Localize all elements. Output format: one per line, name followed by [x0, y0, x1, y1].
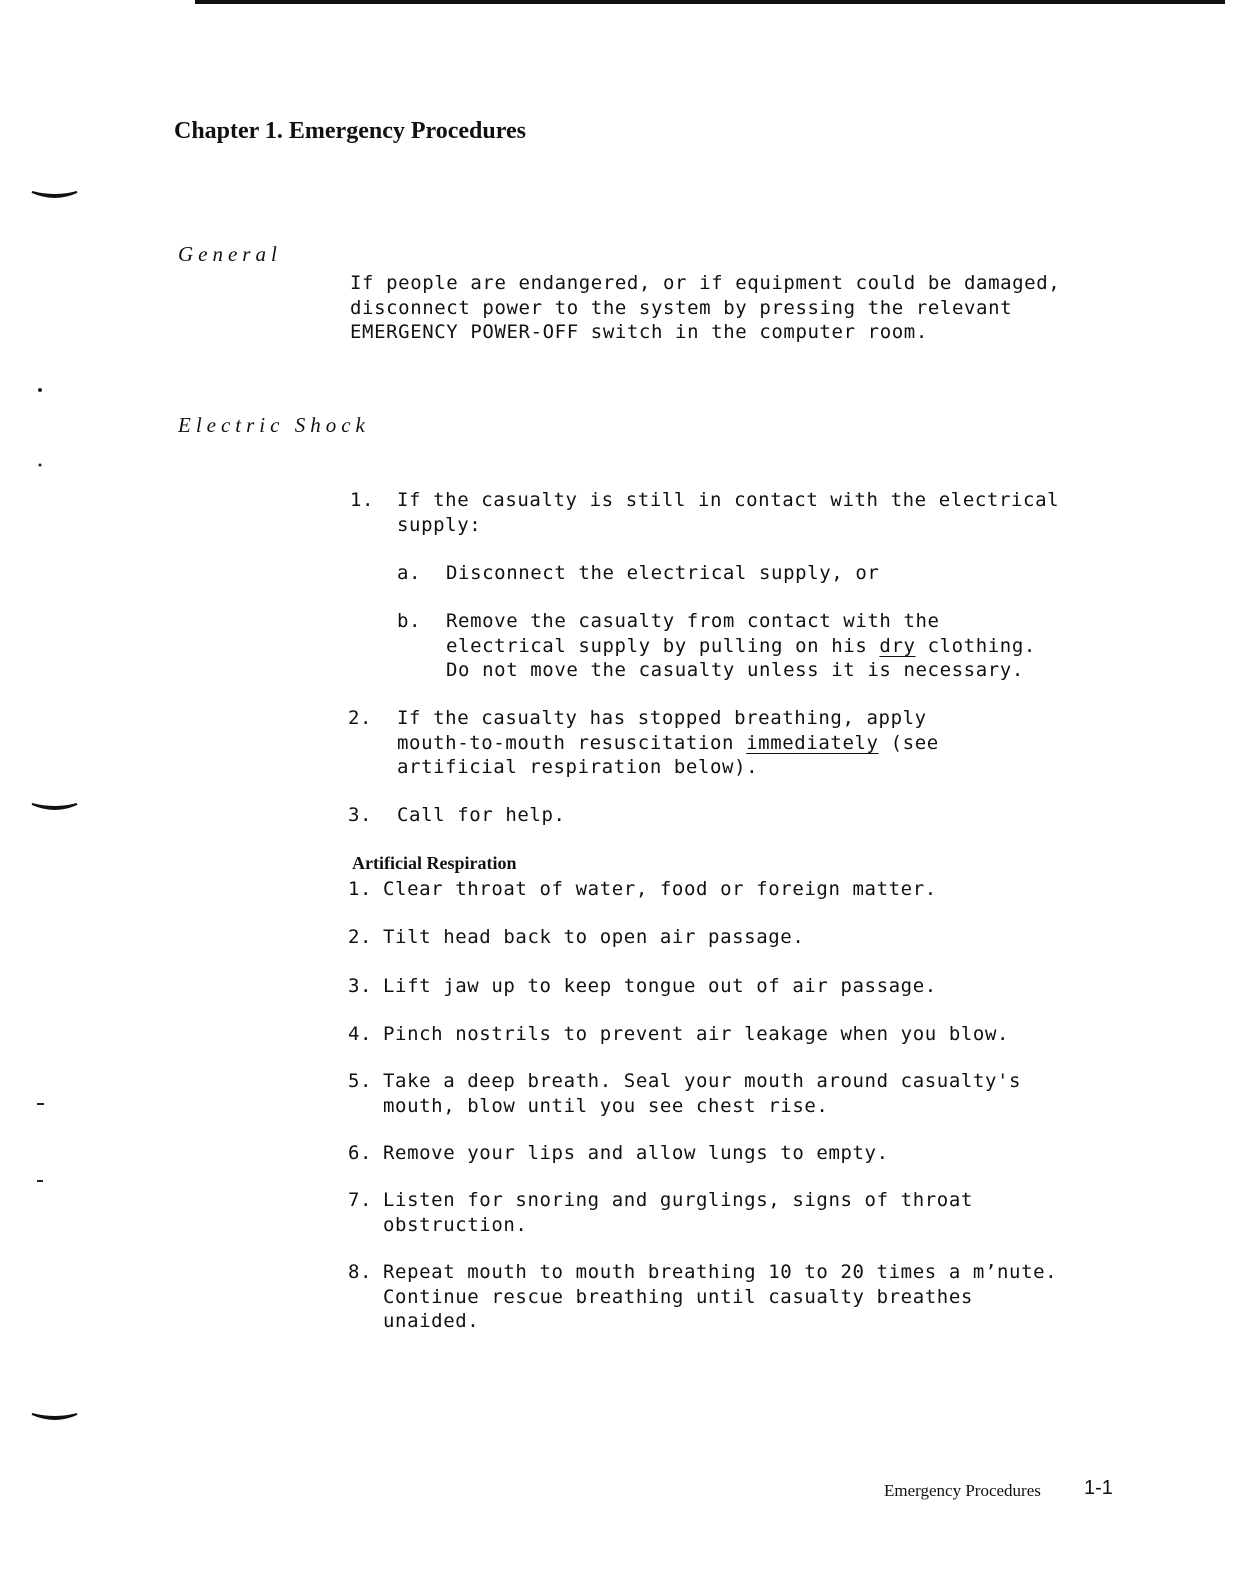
shock-item-1-number: 1. — [350, 489, 375, 511]
shock-item-1-line-2: supply: — [397, 513, 482, 536]
shock-item-2-line-2 — [397, 731, 939, 756]
shock-item-1b-line-2-pre: electrical supply by pulling on his — [446, 634, 880, 657]
shock-item-1b-line-3: Do not move the casualty unless it is necessary. — [446, 659, 1024, 681]
top-rule — [195, 0, 1225, 4]
resp-step-5-number: 5. — [348, 1070, 373, 1092]
resp-step-1-number: 1. — [348, 878, 373, 900]
resp-step-3-number: 3. — [348, 975, 373, 997]
resp-step-5-line-1: Take a deep breath. Seal your mouth around casualty's — [383, 1070, 1022, 1092]
section-heading-general: General — [178, 242, 282, 266]
resp-step-4-text — [383, 1022, 1009, 1047]
resp-step-2-line-1: Tilt head back to open air passage. — [383, 926, 805, 948]
page-number: 1-1 — [1084, 1477, 1113, 1499]
general-line-3: EMERGENCY POWER-OFF switch in the computer room. — [350, 321, 928, 343]
shock-item-1b-line-2 — [446, 634, 1036, 659]
resp-step-7-text — [383, 1188, 973, 1237]
shock-item-1b-number: b. — [397, 610, 422, 632]
resp-step-8-line-1: Repeat mouth to mouth breathing 10 to 20 times a m’nute. — [383, 1261, 1058, 1283]
chapter-title: Chapter 1. Emergency Procedures — [174, 118, 526, 144]
resp-step-3-line-1: Lift jaw up to keep tongue out of air passage. — [383, 975, 937, 997]
resp-step-6-text — [383, 1141, 889, 1166]
shock-item-1-text — [397, 488, 1059, 537]
artificial-respiration-heading: Artificial Respiration — [352, 853, 517, 873]
shock-item-1-line-1: If the casualty is still in contact with the electrical — [397, 489, 1060, 511]
scan-speck-icon — [36, 461, 44, 469]
resp-step-4-number: 4. — [348, 1023, 373, 1045]
resp-step-2-number: 2. — [348, 926, 373, 948]
resp-step-7-line-1: Listen for snoring and gurglings, signs of throat — [383, 1189, 973, 1211]
emphasis-dry: dry — [879, 634, 916, 657]
binder-mark-icon — [30, 1410, 80, 1426]
resp-step-8-text — [383, 1260, 1057, 1334]
shock-item-2-line-1: If the casualty has stopped breathing, apply — [397, 707, 927, 729]
general-paragraph — [350, 271, 1060, 345]
shock-item-2-line-2-post: (see — [878, 731, 939, 754]
resp-step-6-line-1: Remove your lips and allow lungs to empty. — [383, 1142, 889, 1164]
emphasis-immediately: immediately — [746, 731, 879, 754]
shock-item-1b-text — [446, 609, 1036, 683]
scan-speck-icon — [36, 1178, 46, 1184]
resp-step-7-number: 7. — [348, 1189, 373, 1211]
scan-speck-icon — [36, 1101, 46, 1107]
shock-item-2-line-3: artificial respiration below). — [397, 756, 759, 778]
scan-speck-icon — [36, 386, 44, 394]
resp-step-1-line-1: Clear throat of water, food or foreign matter. — [383, 878, 937, 900]
shock-item-1b-line-1: Remove the casualty from contact with the — [446, 610, 940, 632]
section-heading-electric-shock: Electric Shock — [178, 413, 370, 437]
general-line-1: If people are endangered, or if equipment could be damaged, — [350, 272, 1061, 294]
shock-item-2-number: 2. — [348, 707, 373, 729]
shock-item-1a-text: Disconnect the electrical supply, or — [446, 562, 880, 584]
footer-label: Emergency Procedures — [884, 1481, 1041, 1500]
resp-step-8-line-3: unaided. — [383, 1310, 480, 1332]
resp-step-5-line-2: mouth, blow until you see chest rise. — [383, 1094, 829, 1117]
resp-step-2-text — [383, 925, 804, 950]
resp-step-5-text — [383, 1069, 1021, 1118]
shock-item-1b-line-2-post: clothing. — [915, 634, 1036, 657]
binder-mark-icon — [30, 800, 80, 816]
resp-step-4-line-1: Pinch nostrils to prevent air leakage when you blow. — [383, 1023, 1010, 1045]
shock-item-1a-number: a. — [397, 562, 422, 584]
resp-step-3-text — [383, 974, 937, 999]
shock-item-2-text — [397, 706, 939, 780]
resp-step-7-line-2: obstruction. — [383, 1213, 528, 1236]
shock-item-3-number: 3. — [348, 804, 373, 826]
binder-mark-icon — [30, 188, 80, 204]
general-line-2: disconnect power to the system by pressing the relevant — [350, 296, 1013, 319]
resp-step-8-number: 8. — [348, 1261, 373, 1283]
resp-step-1-text — [383, 877, 937, 902]
resp-step-6-number: 6. — [348, 1142, 373, 1164]
resp-step-8-line-2: Continue rescue breathing until casualty breathes — [383, 1285, 973, 1308]
shock-item-3-text: Call for help. — [397, 804, 566, 826]
shock-item-2-line-2-pre: mouth-to-mouth resuscitation — [397, 731, 747, 754]
